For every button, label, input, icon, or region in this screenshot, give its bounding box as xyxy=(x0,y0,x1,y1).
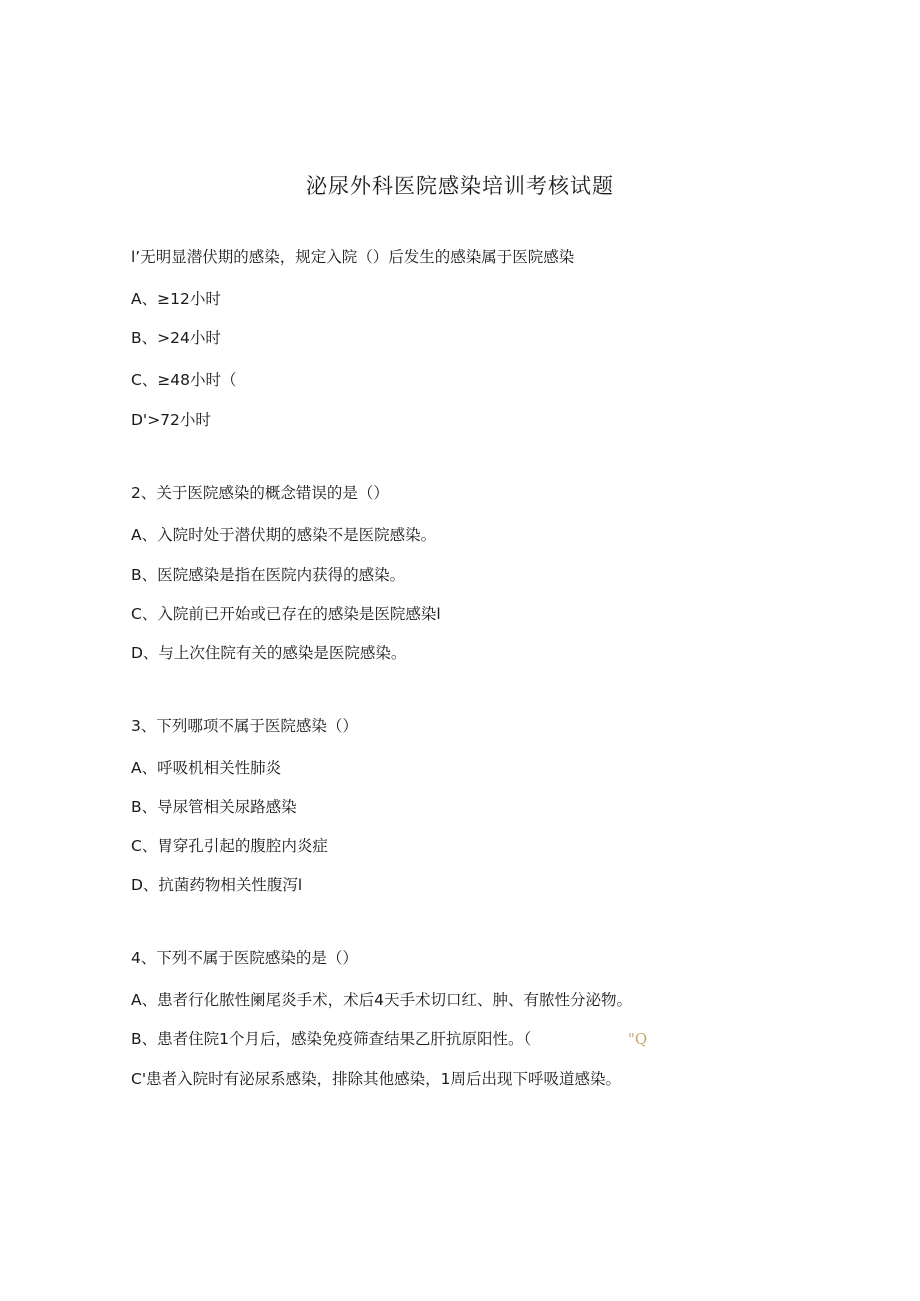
question-2-option-d: D、与上次住院有关的感染是医院感染。 xyxy=(131,644,407,662)
question-1-option-d: D'>72小时 xyxy=(131,411,211,429)
question-1-option-a: A、≥12小时 xyxy=(131,290,221,308)
stray-handwritten-mark: "Q xyxy=(628,1030,648,1048)
question-3-option-a: A、呼吸机相关性肺炎 xyxy=(131,759,282,777)
question-2-stem: 2、关于医院感染的概念错误的是（） xyxy=(131,484,389,502)
question-4-option-b: B、患者住院1个月后，感染免疫筛查结果乙肝抗原阳性。（ xyxy=(131,1030,532,1048)
question-1-option-c: C、≥48小时（ xyxy=(131,371,237,389)
question-2-option-b: B、医院感染是指在医院内获得的感染。 xyxy=(131,566,406,584)
page-title: 泌尿外科医院感染培训考核试题 xyxy=(306,174,614,198)
question-1-option-b: B、>24小时 xyxy=(131,329,221,347)
question-4-option-a: A、患者行化脓性阑尾炎手术，术后4天手术切口红、肿、有脓性分泌物。 xyxy=(131,991,632,1009)
question-2-option-a: A、入院时处于潜伏期的感染不是医院感染。 xyxy=(131,526,437,544)
question-3-option-d: D、抗菌药物相关性腹泻l xyxy=(131,876,303,894)
question-4-stem: 4、下列不属于医院感染的是（） xyxy=(131,949,358,967)
question-1-stem: l’无明显潜伏期的感染，规定入院（）后发生的感染属于医院感染 xyxy=(131,248,575,266)
question-3-option-c: C、胃穿孔引起的腹腔内炎症 xyxy=(131,837,328,855)
question-2-option-c: C、入院前已开始或已存在的感染是医院感染l xyxy=(131,605,441,623)
question-4-option-c: C'患者入院时有泌尿系感染，排除其他感染，1周后出现下呼吸道感染。 xyxy=(131,1070,621,1088)
question-3-option-b: B、导尿管相关尿路感染 xyxy=(131,798,297,816)
question-3-stem: 3、下列哪项不属于医院感染（） xyxy=(131,717,358,735)
